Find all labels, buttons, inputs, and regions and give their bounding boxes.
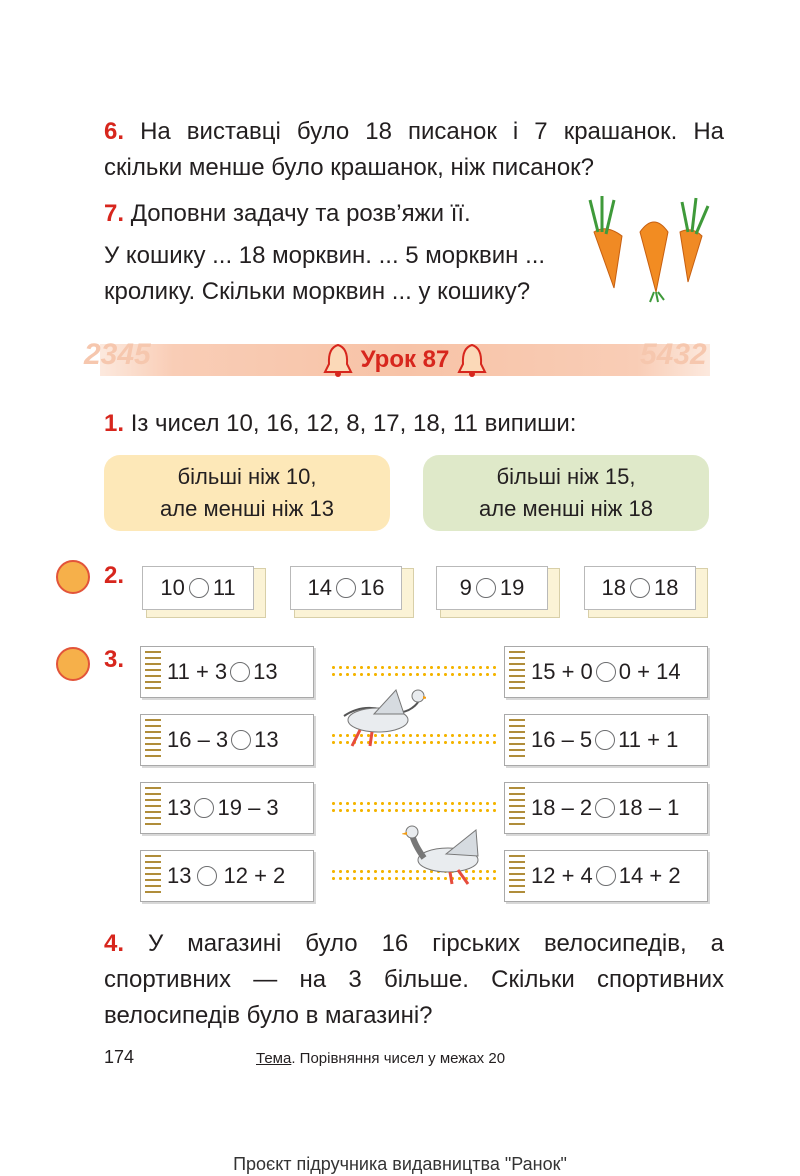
bell-icon — [323, 342, 353, 378]
bell-icon — [457, 342, 487, 378]
expression-right: 12 + 2 — [223, 863, 286, 888]
condition-box-left — [104, 455, 390, 531]
notebook-card-right — [504, 714, 708, 766]
compare-circle[interactable] — [596, 866, 616, 886]
spiral-binding — [145, 719, 161, 761]
notebook-card-left — [140, 782, 314, 834]
carrot-icon — [590, 196, 622, 288]
compare-circle[interactable] — [194, 798, 214, 818]
compare-circle[interactable] — [630, 578, 650, 598]
compare-circle[interactable] — [595, 798, 615, 818]
compare-circle[interactable] — [596, 662, 616, 682]
spiral-binding — [509, 855, 525, 897]
calendar-card — [432, 558, 560, 618]
expression-left: 13 — [167, 863, 192, 888]
spiral-binding — [145, 651, 161, 693]
topic-label: Тема — [256, 1050, 292, 1067]
condition-box-right — [423, 455, 709, 531]
expression-right: 14 + 2 — [618, 863, 681, 888]
spiral-binding — [509, 651, 525, 693]
task-1-number: 1. — [104, 410, 125, 437]
spiral-binding — [145, 787, 161, 829]
compare-circle[interactable] — [595, 730, 615, 750]
lesson-title — [300, 338, 510, 382]
notebook-card-left — [140, 646, 314, 698]
compare-left: 14 — [307, 575, 332, 600]
calendar-card — [580, 558, 708, 618]
expression-right: 18 – 1 — [618, 795, 680, 820]
expression-left: 18 – 2 — [531, 795, 593, 820]
calendar-front — [142, 566, 254, 610]
notebook-card-left — [140, 714, 314, 766]
dotted-connector — [330, 800, 496, 814]
topic-text: . Порівняння чисел у межах 20 — [291, 1050, 506, 1067]
goose-icon — [402, 820, 494, 890]
condition-line: більші ніж 10, — [177, 464, 317, 489]
compare-right: 19 — [499, 575, 525, 600]
task-3-number: 3. — [104, 646, 125, 673]
notebook-card-right — [504, 782, 708, 834]
expression-right: 11 + 1 — [618, 727, 679, 752]
compare-right: 11 — [212, 575, 236, 600]
expression-right: 0 + 14 — [618, 659, 681, 684]
expression-left: 16 – 3 — [167, 727, 229, 752]
carrot-icon — [640, 222, 668, 302]
page-number: 174 — [104, 1047, 135, 1067]
notebook-card-right — [504, 850, 708, 902]
expression-left: 13 — [167, 795, 192, 820]
dotted-connector — [330, 664, 496, 678]
notebook-card-left — [140, 850, 314, 902]
condition-line: але менші ніж 13 — [160, 496, 334, 521]
expression-right: 13 — [254, 727, 279, 752]
calendar-front — [436, 566, 548, 610]
compare-circle[interactable] — [189, 578, 209, 598]
spiral-binding — [509, 719, 525, 761]
task-4-number: 4. — [104, 930, 125, 957]
lesson-deco-left: 2345 — [84, 338, 151, 371]
task-1-text: Із чисел 10, 16, 12, 8, 17, 18, 11 випиши: — [130, 410, 577, 437]
footer-topic — [256, 1050, 505, 1067]
calendar-front — [584, 566, 696, 610]
compare-right: 16 — [360, 575, 385, 600]
compare-circle[interactable] — [336, 578, 356, 598]
compare-left: 10 — [160, 575, 185, 600]
compare-left: 9 — [459, 575, 472, 600]
goose-icon — [334, 684, 426, 754]
publisher-credit: Проєкт підручника видавництва "Ранок" — [233, 1154, 567, 1174]
smiley-icon — [56, 647, 90, 681]
notebook-card-right — [504, 646, 708, 698]
compare-circle[interactable] — [230, 662, 250, 682]
smiley-icon — [56, 560, 90, 594]
task-7 — [104, 196, 604, 310]
compare-circle[interactable] — [197, 866, 217, 886]
compare-circle[interactable] — [231, 730, 251, 750]
calendar-front — [290, 566, 402, 610]
task-1 — [104, 406, 576, 442]
spiral-binding — [509, 787, 525, 829]
task-6-number: 6. — [104, 118, 125, 145]
expression-left: 15 + 0 — [531, 659, 593, 684]
task-7-title: Доповни задачу та розв’яжи її. — [130, 200, 471, 227]
expression-right: 13 — [253, 659, 278, 684]
lesson-deco-right: 5432 — [640, 338, 707, 371]
expression-right: 19 – 3 — [217, 795, 279, 820]
calendar-card — [138, 558, 266, 618]
task-7-text: У кошику ... 18 морквин. ... 5 морквин ... кролику. Скільки морквин ... у кошику? — [104, 242, 546, 305]
carrot-icon — [680, 198, 708, 282]
task-4 — [104, 926, 724, 1034]
compare-left: 18 — [601, 575, 626, 600]
expression-left: 12 + 4 — [531, 863, 593, 888]
lesson-title-text: Урок 87 — [360, 346, 450, 373]
calendar-card — [286, 558, 414, 618]
condition-line: більші ніж 15, — [496, 464, 636, 489]
task-6 — [104, 114, 724, 186]
expression-left: 16 – 5 — [531, 727, 593, 752]
task-2-number: 2. — [104, 562, 125, 589]
compare-right: 18 — [654, 575, 679, 600]
spiral-binding — [145, 855, 161, 897]
task-7-number: 7. — [104, 200, 125, 227]
compare-circle[interactable] — [476, 578, 496, 598]
carrots-illustration — [584, 192, 714, 304]
expression-left: 11 + 3 — [167, 659, 228, 684]
task-6-text: На виставці було 18 писанок і 7 крашанок. На скільки менше було крашанок, ніж писанок? — [104, 118, 724, 181]
task-4-text: У магазині було 16 гірських велосипедів, а спортивних — на 3 більше. Скільки спортивних велосипедів було в магазині? — [104, 930, 724, 1029]
condition-line: але менші ніж 18 — [479, 496, 653, 521]
